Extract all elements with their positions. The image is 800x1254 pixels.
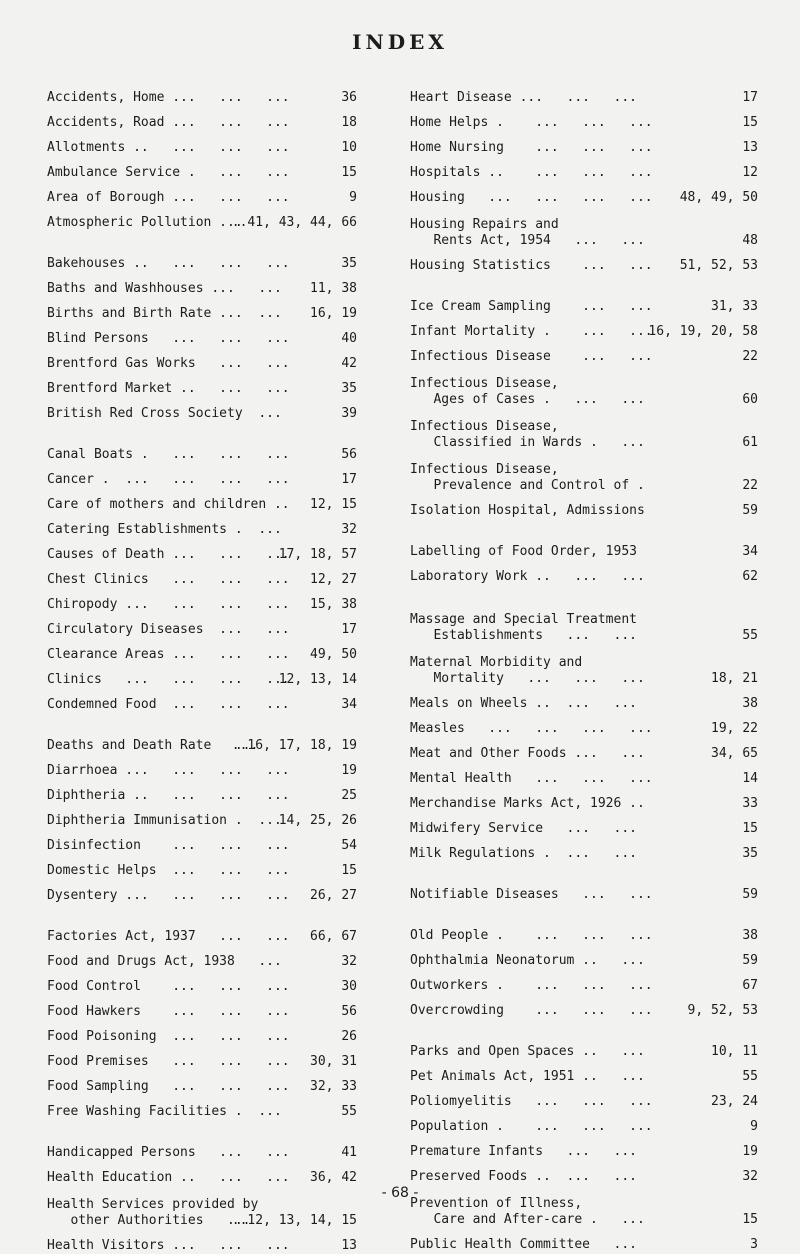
index-entry [47,90,357,106]
index-entry [47,979,357,995]
index-entry-pages: 32 [742,1169,758,1184]
index-entry [410,544,758,560]
index-entry-pages: 10, 11 [711,1044,758,1059]
index-entry [410,721,758,737]
index-entry-term: Dysentery ... ... ... ... [47,888,290,903]
index-entry-term: Blind Persons ... ... ... [47,331,290,346]
index-entry-term: Infant Mortality . ... ... [410,324,653,339]
index-entry-pages: 38 [742,928,758,943]
index-entry-pages: 13 [742,140,758,155]
index-entry [47,215,357,231]
index-entry-term: Pet Animals Act, 1951 .. ... [410,1069,645,1084]
index-entry-term: Massage and Special Treatment Establishments ... ... [410,612,637,643]
index-entry-term: Diphtheria .. ... ... ... [47,788,290,803]
index-entry-pages: 10 [341,140,357,155]
index-entry [47,1029,357,1045]
index-entry [410,140,758,156]
index-entry-pages: 15 [341,863,357,878]
index-entry-pages: ..16, 17, 18, 19 [231,738,357,753]
index-entry [47,813,357,829]
index-entry [47,929,357,945]
index-entry-pages: 59 [742,887,758,902]
index-entry [410,655,758,687]
index-entry-term: Clinics ... ... ... ... [47,672,290,687]
index-entry [410,376,758,408]
index-entry-pages: 13 [341,1238,357,1253]
page-number: - 68 - [381,1185,419,1201]
index-entry [47,1145,357,1161]
index-entry-pages: 59 [742,503,758,518]
index-entry-pages: 34 [742,544,758,559]
index-entry [47,140,357,156]
index-entry-term: Cancer . ... ... ... ... [47,472,290,487]
index-entry-pages: 12, 13, 14 [278,672,357,687]
index-entry-term: Health Visitors ... ... ... [47,1238,290,1253]
index-entry-pages: 34, 65 [711,746,758,761]
index-entry-term: Food Premises ... ... ... [47,1054,290,1069]
index-entry [47,622,357,638]
index-entry-term: Food and Drugs Act, 1938 ... [47,954,282,969]
index-entry-term: Ophthalmia Neonatorum .. ... [410,953,645,968]
index-entry-term: Infectious Disease, Prevalence and Control of . [410,462,645,493]
index-entry-term: Bakehouses .. ... ... ... [47,256,290,271]
index-entry [410,503,758,519]
index-entry [410,324,758,340]
index-entry-pages: 55 [742,1069,758,1084]
index-entry [410,165,758,181]
index-entry-term: Accidents, Road ... ... ... [47,115,290,130]
index-entry [410,746,758,762]
index-entry [47,738,357,754]
index-entry-pages: 15, 38 [310,597,357,612]
index-entry-term: Domestic Helps ... ... ... [47,863,290,878]
index-entry-pages: 3 [750,1237,758,1252]
index-entry [47,281,357,297]
index-entry-term: Condemned Food ... ... ... [47,697,290,712]
index-entry-pages: 56 [341,447,357,462]
index-entry [410,299,758,315]
index-entry [410,462,758,494]
index-entry-term: Accidents, Home ... ... ... [47,90,290,105]
index-entry-pages: 19 [742,1144,758,1159]
index-entry-pages: 14, 25, 26 [278,813,357,828]
index-entry [47,190,357,206]
index-entry-pages: 19, 22 [711,721,758,736]
index-entry [410,887,758,903]
index-entry-term: Midwifery Service ... ... [410,821,637,836]
index-entry [47,1004,357,1020]
index-entry-pages: 30 [341,979,357,994]
index-entry-term: Allotments .. ... ... ... [47,140,290,155]
index-entry [410,612,758,644]
index-entry [410,1069,758,1085]
index-entry-pages: 9 [750,1119,758,1134]
index-entry-pages: 56 [341,1004,357,1019]
index-entry-term: Chiropody ... ... ... ... [47,597,290,612]
index-entry-pages: 59 [742,953,758,968]
index-entry-term: Atmospheric Pollution ... [47,215,243,230]
index-entry-pages: 17, 18, 57 [278,547,357,562]
index-entry [410,696,758,712]
index-entry-term: Labelling of Food Order, 1953 [410,544,637,559]
index-entry-term: Milk Regulations . ... ... [410,846,637,861]
index-entry [47,447,357,463]
index-entry-pages: 22 [742,349,758,364]
index-entry [47,863,357,879]
index-entry-pages: 55 [341,1104,357,1119]
index-entry-pages: 12, 15 [310,497,357,512]
index-entry [410,217,758,249]
index-entry [47,647,357,663]
index-entry-term: Food Control ... ... ... [47,979,290,994]
index-entry-pages: 15 [341,165,357,180]
index-entry-pages: 33 [742,796,758,811]
index-entry-term: Food Poisoning ... ... ... [47,1029,290,1044]
index-entry-term: Infectious Disease ... ... [410,349,653,364]
index-entry-pages: 9 [349,190,357,205]
index-entry-pages: 16, 19, 20, 58 [648,324,758,339]
index-entry [47,954,357,970]
index-entry-term: Public Health Committee ... [410,1237,637,1252]
index-entry-term: Preserved Foods .. ... ... [410,1169,637,1184]
index-entry-pages: 17 [341,622,357,637]
index-entry [47,406,357,422]
index-entry-term: Brentford Gas Works ... ... [47,356,290,371]
index-entry-pages: 54 [341,838,357,853]
index-entry-term: Infectious Disease, Classified in Wards . ... [410,419,645,450]
right-index-column [410,90,758,1253]
index-entry-term: Housing Repairs and Rents Act, 1954 ... ... [410,217,645,248]
index-entry-term: Causes of Death ... ... ... [47,547,290,562]
index-entry [47,115,357,131]
index-entry-pages: 11, 38 [310,281,357,296]
index-entry [47,572,357,588]
index-entry [47,331,357,347]
index-entry-term: Merchandise Marks Act, 1926 .. [410,796,645,811]
index-entry-term: Prevention of Illness, Care and After-care . ... [410,1196,645,1227]
index-entry [47,1170,357,1186]
index-entry [47,597,357,613]
index-entry-pages: ..41, 43, 44, 66 [231,215,357,230]
index-entry-pages: 55 [742,628,758,643]
index-entry [410,953,758,969]
index-entry [410,419,758,451]
index-entry-term: Premature Infants ... ... [410,1144,637,1159]
index-entry-term: Diphtheria Immunisation . ... [47,813,282,828]
index-entry-term: Factories Act, 1937 ... ... [47,929,290,944]
index-entry [410,1094,758,1110]
index-entry-pages: 42 [341,356,357,371]
index-entry [47,1079,357,1095]
index-entry-term: Home Nursing ... ... ... [410,140,653,155]
index-entry-pages: 36 [341,90,357,105]
index-entry-pages: 35 [742,846,758,861]
index-entry-term: Baths and Washhouses ... ... [47,281,282,296]
index-entry-term: Ambulance Service . ... ... [47,165,290,180]
index-entry [410,771,758,787]
index-entry [410,349,758,365]
index-entry [47,381,357,397]
index-title: INDEX [352,30,448,54]
index-entry-term: Isolation Hospital, Admissions [410,503,645,518]
index-entry-term: Deaths and Death Rate ... [47,738,259,753]
index-entry-pages: 31, 33 [711,299,758,314]
index-entry-pages: 48 [742,233,758,248]
index-entry-pages: 14 [742,771,758,786]
index-entry-term: Disinfection ... ... ... [47,838,290,853]
index-entry [410,1044,758,1060]
index-entry-term: Heart Disease ... ... ... [410,90,637,105]
index-entry-term: Laboratory Work .. ... ... [410,569,645,584]
index-entry [47,497,357,513]
index-entry-pages: 16, 19 [310,306,357,321]
index-entry-term: Parks and Open Spaces .. ... [410,1044,645,1059]
index-entry [410,978,758,994]
index-entry [47,763,357,779]
index-entry [410,821,758,837]
index-entry-pages: 62 [742,569,758,584]
index-entry-term: Food Sampling ... ... ... [47,1079,290,1094]
index-entry-pages: 26 [341,1029,357,1044]
index-entry-term: Hospitals .. ... ... ... [410,165,653,180]
index-entry-term: Food Hawkers ... ... ... [47,1004,290,1019]
index-entry-term: Catering Establishments . ... [47,522,282,537]
index-entry-term: Health Education .. ... ... [47,1170,290,1185]
index-entry-term: Area of Borough ... ... ... [47,190,290,205]
index-entry-pages: 15 [742,115,758,130]
index-entry-term: British Red Cross Society ... [47,406,282,421]
index-entry [47,306,357,322]
index-entry [410,796,758,812]
index-entry-term: Free Washing Facilities . ... [47,1104,282,1119]
index-entry-pages: 9, 52, 53 [687,1003,758,1018]
index-entry-term: Home Helps . ... ... ... [410,115,653,130]
index-entry-term: Care of mothers and children .. [47,497,290,512]
index-entry-pages: 39 [341,406,357,421]
index-entry-term: Mental Health ... ... ... [410,771,653,786]
index-entry-pages: 15 [742,1212,758,1227]
index-entry-term: Canal Boats . ... ... ... [47,447,290,462]
index-entry-pages: 34 [341,697,357,712]
index-entry [47,356,357,372]
index-entry [410,1144,758,1160]
index-entry [47,888,357,904]
index-entry-pages: 36, 42 [310,1170,357,1185]
index-entry-term: Notifiable Diseases ... ... [410,887,653,902]
index-entry-pages: 60 [742,392,758,407]
index-entry-pages: 32, 33 [310,1079,357,1094]
index-entry-term: Circulatory Diseases ... ... [47,622,290,637]
index-entry-pages: 67 [742,978,758,993]
index-entry-pages: 51, 52, 53 [679,258,758,273]
index-entry-term: Infectious Disease, Ages of Cases . ... ... [410,376,645,407]
index-entry-term: Handicapped Persons ... ... [47,1145,290,1160]
index-entry [410,190,758,206]
index-entry [410,846,758,862]
index-entry-pages: 38 [742,696,758,711]
index-entry-term: Housing Statistics ... ... [410,258,653,273]
index-entry [47,788,357,804]
index-entry [47,1054,357,1070]
index-entry [47,1104,357,1120]
index-entry-pages: 18 [341,115,357,130]
index-entry [47,838,357,854]
index-entry [410,928,758,944]
index-entry [47,1197,357,1229]
index-entry [410,115,758,131]
index-entry [410,1003,758,1019]
index-entry [47,547,357,563]
index-entry-pages: 12 [742,165,758,180]
index-entry-pages: 18, 21 [711,671,758,686]
index-entry-pages: 25 [341,788,357,803]
index-entry-term: Maternal Morbidity and Mortality ... ... ... [410,655,645,686]
index-entry-term: Births and Birth Rate ... ... [47,306,282,321]
index-entry-pages: 41 [341,1145,357,1160]
index-entry-pages: 22 [742,478,758,493]
index-entry-pages: 66, 67 [310,929,357,944]
index-entry-term: Health Services provided by other Authorities ... [47,1197,259,1228]
index-entry-pages: 49, 50 [310,647,357,662]
index-entry-term: Housing ... ... ... ... [410,190,653,205]
index-entry-pages: 48, 49, 50 [679,190,758,205]
index-entry [47,256,357,272]
index-entry-pages: 61 [742,435,758,450]
index-entry-term: Poliomyelitis ... ... ... [410,1094,653,1109]
index-entry-pages: 32 [341,522,357,537]
index-entry-pages: 17 [742,90,758,105]
index-entry-pages: 35 [341,256,357,271]
index-entry [47,165,357,181]
index-entry [47,1238,357,1254]
index-entry-pages: 32 [341,954,357,969]
index-entry [47,522,357,538]
index-entry-pages: 23, 24 [711,1094,758,1109]
index-entry-term: Chest Clinics ... ... ... [47,572,290,587]
index-entry-pages: 35 [341,381,357,396]
index-entry [410,569,758,585]
index-entry-pages: 30, 31 [310,1054,357,1069]
index-entry [47,672,357,688]
index-entry-term: Diarrhoea ... ... ... ... [47,763,290,778]
index-entry [410,1237,758,1253]
index-entry-pages: 15 [742,821,758,836]
index-entry-pages: 40 [341,331,357,346]
index-entry [410,1169,758,1185]
index-entry-term: Outworkers . ... ... ... [410,978,653,993]
index-entry [410,258,758,274]
index-entry [410,90,758,106]
index-entry-term: Overcrowding ... ... ... [410,1003,653,1018]
index-entry-term: Population . ... ... ... [410,1119,653,1134]
index-entry-term: Brentford Market .. ... ... [47,381,290,396]
index-entry-pages: 12, 27 [310,572,357,587]
index-entry [47,472,357,488]
index-entry-term: Measles ... ... ... ... [410,721,653,736]
index-entry-term: Clearance Areas ... ... ... [47,647,290,662]
index-entry-pages: 19 [341,763,357,778]
index-entry-term: Meat and Other Foods ... ... [410,746,645,761]
index-entry-pages: ..12, 13, 14, 15 [231,1213,357,1228]
index-entry-term: Meals on Wheels .. ... ... [410,696,637,711]
index-entry-pages: 26, 27 [310,888,357,903]
index-entry [47,697,357,713]
index-entry-term: Old People . ... ... ... [410,928,653,943]
left-index-column [47,90,357,1254]
index-entry-pages: 17 [341,472,357,487]
index-entry-term: Ice Cream Sampling ... ... [410,299,653,314]
index-entry [410,1119,758,1135]
